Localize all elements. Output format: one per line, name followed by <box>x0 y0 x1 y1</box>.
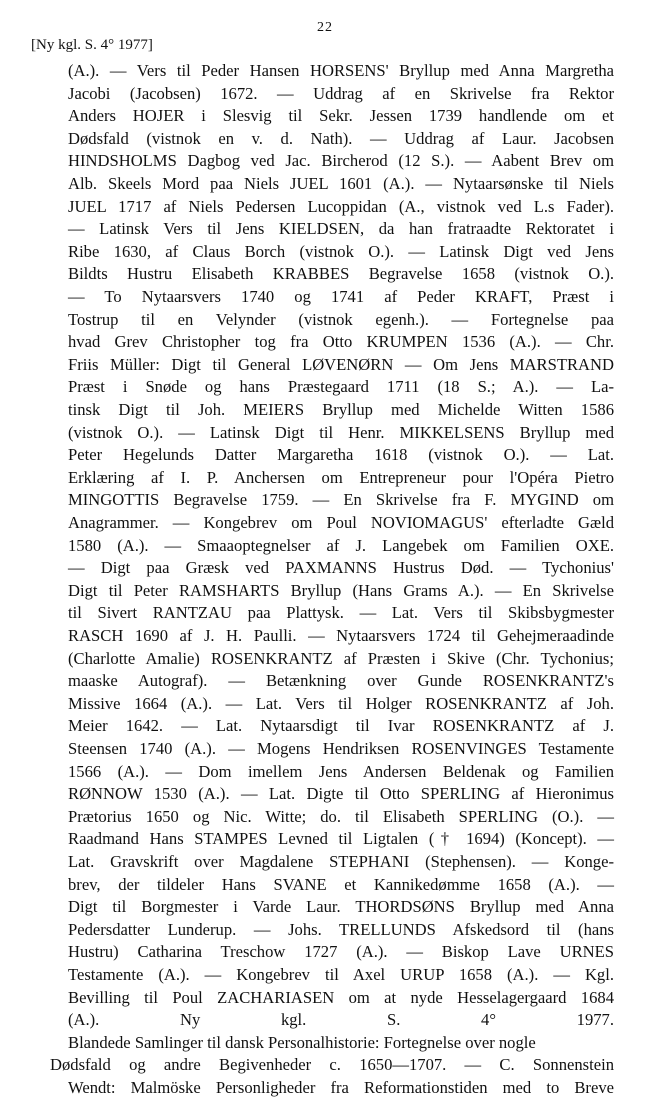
text-line: MINGOTTIS Begravelse 1759. — En Skrivelse fra F. MYGIND om <box>68 490 614 510</box>
text-line: — Digt paa Græsk ved PAXMANNS Hustrus Død. — Tychonius' <box>68 558 614 578</box>
text-line: Blandede Samlinger til dansk Personalhistorie: Fortegnelse over nogle <box>68 1032 536 1052</box>
text-line: Anagrammer. — Kongebrev om Poul NOVIOMAGUS' efterladte Gæld <box>68 513 614 532</box>
text-line: Bildts Hustru Elisabeth KRABBES Begravelse 1658 (vistnok O.). <box>68 264 614 284</box>
shelfmark-label: [Ny kgl. S. 4° 1977] <box>31 37 153 53</box>
text-line: 1566 (A.). — Dom imellem Jens Andersen Beldenak og Familien <box>68 761 614 781</box>
text-line: — Latinsk Vers til Jens KIELDSEN, da han fratraadte Rektoratet i <box>68 219 614 239</box>
text-line: Wendt: Malmöske Personligheder fra Reformationstiden med to Breve <box>68 1078 614 1097</box>
text-line: Meier 1642. — Lat. Nytaarsdigt til Ivar ROSENKRANTZ af J. <box>68 716 614 736</box>
text-line: 1580 (A.). — Smaaoptegnelser af J. Langebek om Familien OXE. <box>68 535 614 555</box>
text-line: Jacobi (Jacobsen) 1672. — Uddrag af en Skrivelse fra Rektor <box>68 83 614 103</box>
text-line: RØNNOW 1530 (A.). — Lat. Digte til Otto SPERLING af Hieronimus <box>68 784 614 804</box>
text-line: — To Nytaarsvers 1740 og 1741 af Peder KRAFT, Præst i <box>68 287 614 306</box>
text-line: (A.). Ny kgl. S. 4° 1977. <box>68 1010 614 1030</box>
text-line: Hustru) Catharina Treschow 1727 (A.). — Biskop Lave URNES <box>68 942 614 962</box>
text-line: maaske Autograf). — Betænkning over Gunde ROSENKRANTZ's <box>68 671 614 691</box>
text-line: Erklæring af I. P. Anchersen om Entrepreneur pour l'Opéra Pietro <box>68 467 614 487</box>
text-line: til Sivert RANTZAU paa Plattysk. — Lat. Vers til Skibsbygmester <box>68 603 614 623</box>
text-line: Anders HOJER i Slesvig til Sekr. Jessen 1739 handlende om et <box>68 106 614 126</box>
text-line: Lat. Gravskrift over Magdalene STEPHANI (Stephensen). — Konge- <box>68 852 614 871</box>
text-line: Digt til Borgmester i Varde Laur. THORDSØNS Bryllup med Anna <box>68 897 614 917</box>
text-line: Missive 1664 (A.). — Lat. Vers til Holger ROSENKRANTZ af Joh. <box>68 693 614 713</box>
text-line: Prætorius 1650 og Nic. Witte; do. til Elisabeth SPERLING (O.). — <box>68 806 614 826</box>
text-line: tinsk Digt til Joh. MEIERS Bryllup med Michelde Witten 1586 <box>68 400 614 419</box>
text-line: (vistnok O.). — Latinsk Digt til Henr. MIKKELSENS Bryllup med <box>68 422 614 442</box>
text-line: brev, der tildeler Hans SVANE et Kannikedømme 1658 (A.). — <box>68 874 614 894</box>
text-line: Tostrup til en Velynder (vistnok egenh.). — Fortegnelse paa <box>68 309 614 329</box>
text-line: Præst i Snøde og hans Præstegaard 1711 (18 S.; A.). — La- <box>68 377 614 397</box>
text-line: RASCH 1690 af J. H. Paulli. — Nytaarsvers 1724 til Gehejmeraadinde <box>68 626 614 645</box>
text-line: Ribe 1630, af Claus Borch (vistnok O.). — Latinsk Digt ved Jens <box>68 241 614 261</box>
text-line: HINDSHOLMS Dagbog ved Jac. Bircherod (12 S.). — Aabent Brev om <box>68 151 614 171</box>
text-line: Dødsfald og andre Begivenheder c. 1650—1707. — C. Sonnenstein <box>50 1055 614 1075</box>
text-line: (A.). — Vers til Peder Hansen HORSENS' Bryllup med Anna Margretha <box>68 61 614 80</box>
text-line: Dødsfald (vistnok en v. d. Nath). — Uddrag af Laur. Jacobsen <box>68 128 614 148</box>
text-line: JUEL 1717 af Niels Pedersen Lucoppidan (A., vistnok ved L.s Fader). <box>68 196 614 216</box>
text-line: Bevilling til Poul ZACHARIASEN om at nyde Hesselagergaard 1684 <box>68 987 614 1007</box>
text-line: Friis Müller: Digt til General LØVENØRN — Om Jens MARSTRAND <box>68 354 614 374</box>
page-number: 22 <box>317 20 333 35</box>
text-line: Pedersdatter Lunderup. — Johs. TRELLUNDS Afskedsord til (hans <box>68 919 614 939</box>
text-line: Alb. Skeels Mord paa Niels JUEL 1601 (A.). — Nytaarsønske til Niels <box>68 174 614 193</box>
text-line: (Charlotte Amalie) ROSENKRANTZ af Præsten i Skive (Chr. Tychonius; <box>68 648 614 668</box>
text-line: Digt til Peter RAMSHARTS Bryllup (Hans Grams A.). — En Skrivelse <box>68 580 614 600</box>
text-line: hvad Grev Christopher tog fra Otto KRUMPEN 1536 (A.). — Chr. <box>68 332 614 352</box>
text-line: Raadmand Hans STAMPES Levned til Ligtalen († 1694) (Koncept). — <box>68 829 614 849</box>
text-line: Peter Hegelunds Datter Margaretha 1618 (vistnok O.). — Lat. <box>68 445 614 465</box>
text-line: Testamente (A.). — Kongebrev til Axel URUP 1658 (A.). — Kgl. <box>68 965 614 984</box>
text-line: Steensen 1740 (A.). — Mogens Hendriksen ROSENVINGES Testamente <box>68 739 614 758</box>
